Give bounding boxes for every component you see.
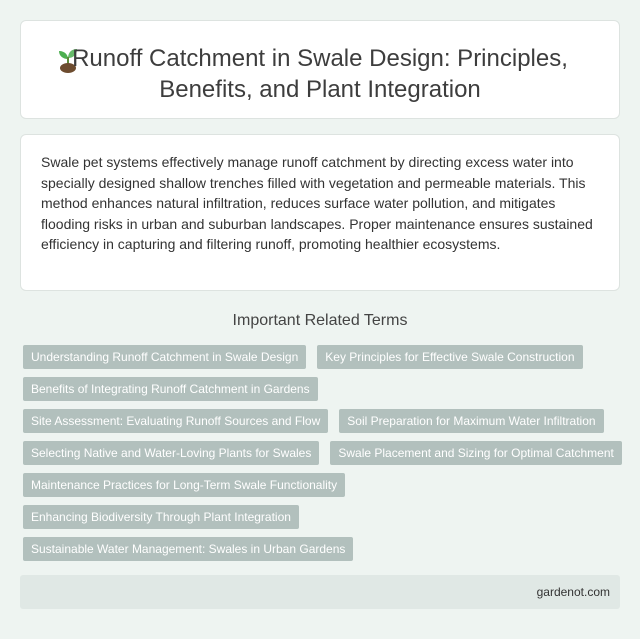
related-term-tag[interactable]: Sustainable Water Management: Swales in Urban Gardens	[23, 537, 353, 561]
related-term-tag[interactable]: Understanding Runoff Catchment in Swale Design	[23, 345, 306, 369]
related-terms-heading: Important Related Terms	[232, 312, 408, 329]
related-term-tag[interactable]: Soil Preparation for Maximum Water Infiltration	[339, 409, 603, 433]
related-term-tag[interactable]: Swale Placement and Sizing for Optimal Catchment	[330, 441, 621, 465]
description-text: Swale pet systems effectively manage runoff catchment by directing excess water into specially designed shallow trenches filled with vegetation and permeable materials. This method enhances natural infiltration, reduces surface water pollution, and mitigates flooding risks in urban and suburban landscapes. Proper maintenance ensures sustained efficiency in capturing and filtering runoff, promoting healthier ecosystems.	[41, 154, 593, 252]
related-term-tag[interactable]: Site Assessment: Evaluating Runoff Sources and Flow	[23, 409, 328, 433]
related-term-tag[interactable]: Selecting Native and Water-Loving Plants for Swales	[23, 441, 319, 465]
footer	[20, 575, 620, 609]
related-term-tag[interactable]: Maintenance Practices for Long-Term Swale Functionality	[23, 473, 345, 497]
page-title: Runoff Catchment in Swale Design: Principles, Benefits, and Plant Integration	[72, 45, 568, 103]
related-term-tag[interactable]: Enhancing Biodiversity Through Plant Integration	[23, 505, 299, 529]
title-card	[20, 20, 620, 119]
related-terms-list	[23, 345, 623, 569]
related-term-tag[interactable]: Key Principles for Effective Swale Construction	[317, 345, 582, 369]
footer-site-link[interactable]: gardenot.com	[536, 585, 610, 599]
related-term-tag[interactable]: Benefits of Integrating Runoff Catchment in Gardens	[23, 377, 318, 401]
description-card	[20, 134, 620, 291]
